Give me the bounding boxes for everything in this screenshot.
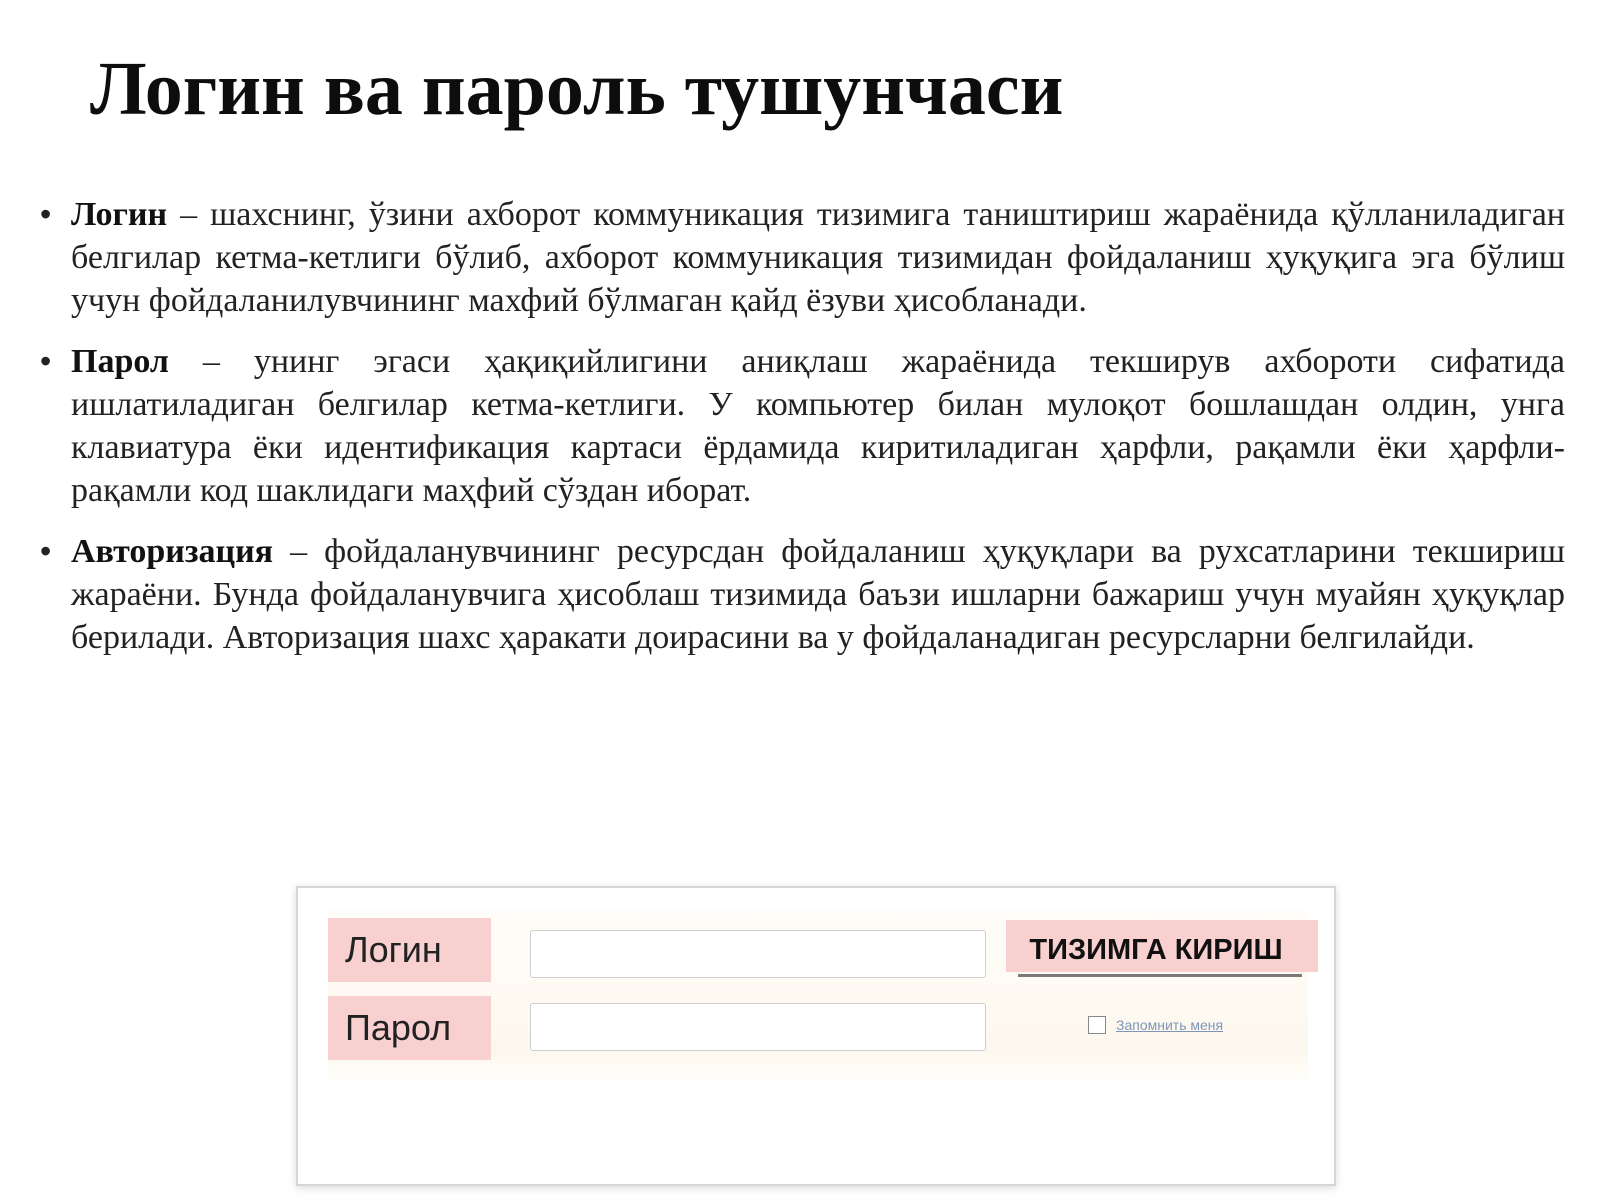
term-authorization: Авторизация bbox=[71, 533, 274, 570]
bullet-authorization-definition bbox=[40, 530, 1565, 659]
remember-me-checkbox[interactable] bbox=[1088, 1016, 1106, 1034]
password-input[interactable] bbox=[530, 1003, 986, 1051]
bullet-marker: • bbox=[40, 533, 52, 569]
bullet-password-definition bbox=[40, 340, 1565, 512]
definition-password: – унинг эгаси ҳақиқийлигини аниқлаш жараёнида текширув ахбороти сифатида ишлатиладиган белгилар кетма-кетлиги. У компьютер билан мулоқот бошлашдан олдин, унга клавиатура ёки идентификация картаси ёрдамида киритиладиган ҳарфли, рақамли ёки ҳарфли-рақамли код шаклидаги маҳфий сўздан иборат. bbox=[71, 343, 1565, 509]
bullet-marker: • bbox=[40, 343, 52, 379]
login-form-illustration bbox=[296, 886, 1336, 1186]
password-field-label: Парол bbox=[328, 996, 491, 1060]
login-submit-button[interactable]: ТИЗИМГА КИРИШ bbox=[1006, 920, 1318, 972]
login-field-label: Логин bbox=[328, 918, 491, 982]
definition-list bbox=[40, 193, 1565, 677]
slide-title: Логин ва пароль тушунчаси bbox=[90, 47, 1064, 131]
term-login: Логин bbox=[71, 196, 168, 233]
login-form-panel bbox=[328, 910, 1308, 1088]
definition-authorization: – фойдаланувчининг ресурсдан фойдаланиш ҳуқуқлари ва рухсатларини текшириш жараёни. Бунда фойдаланувчига ҳисоблаш тизимида баъзи ишларни бажариш учун муайян ҳуқуқлар берилади. Авторизация шахс ҳаракати доирасини ва у фойдаланадиган ресурсларни белгилайди. bbox=[71, 533, 1565, 656]
bullet-marker: • bbox=[40, 196, 52, 232]
login-button-underline bbox=[1018, 974, 1302, 977]
login-input[interactable] bbox=[530, 930, 986, 978]
bullet-login-definition bbox=[40, 193, 1565, 322]
term-password: Парол bbox=[71, 343, 169, 380]
definition-login: – шахснинг, ўзини ахборот коммуникация тизимига таништириш жараёнида қўлланиладиган белгилар кетма-кетлиги бўлиб, ахборот коммуникация тизимидан фойдаланиш ҳуқуқига эга бўлиш учун фойдаланилувчининг махфий бўлмаган қайд ёзуви ҳисобланади. bbox=[71, 196, 1565, 319]
remember-me-link[interactable]: Запомнить меня bbox=[1116, 1017, 1224, 1033]
